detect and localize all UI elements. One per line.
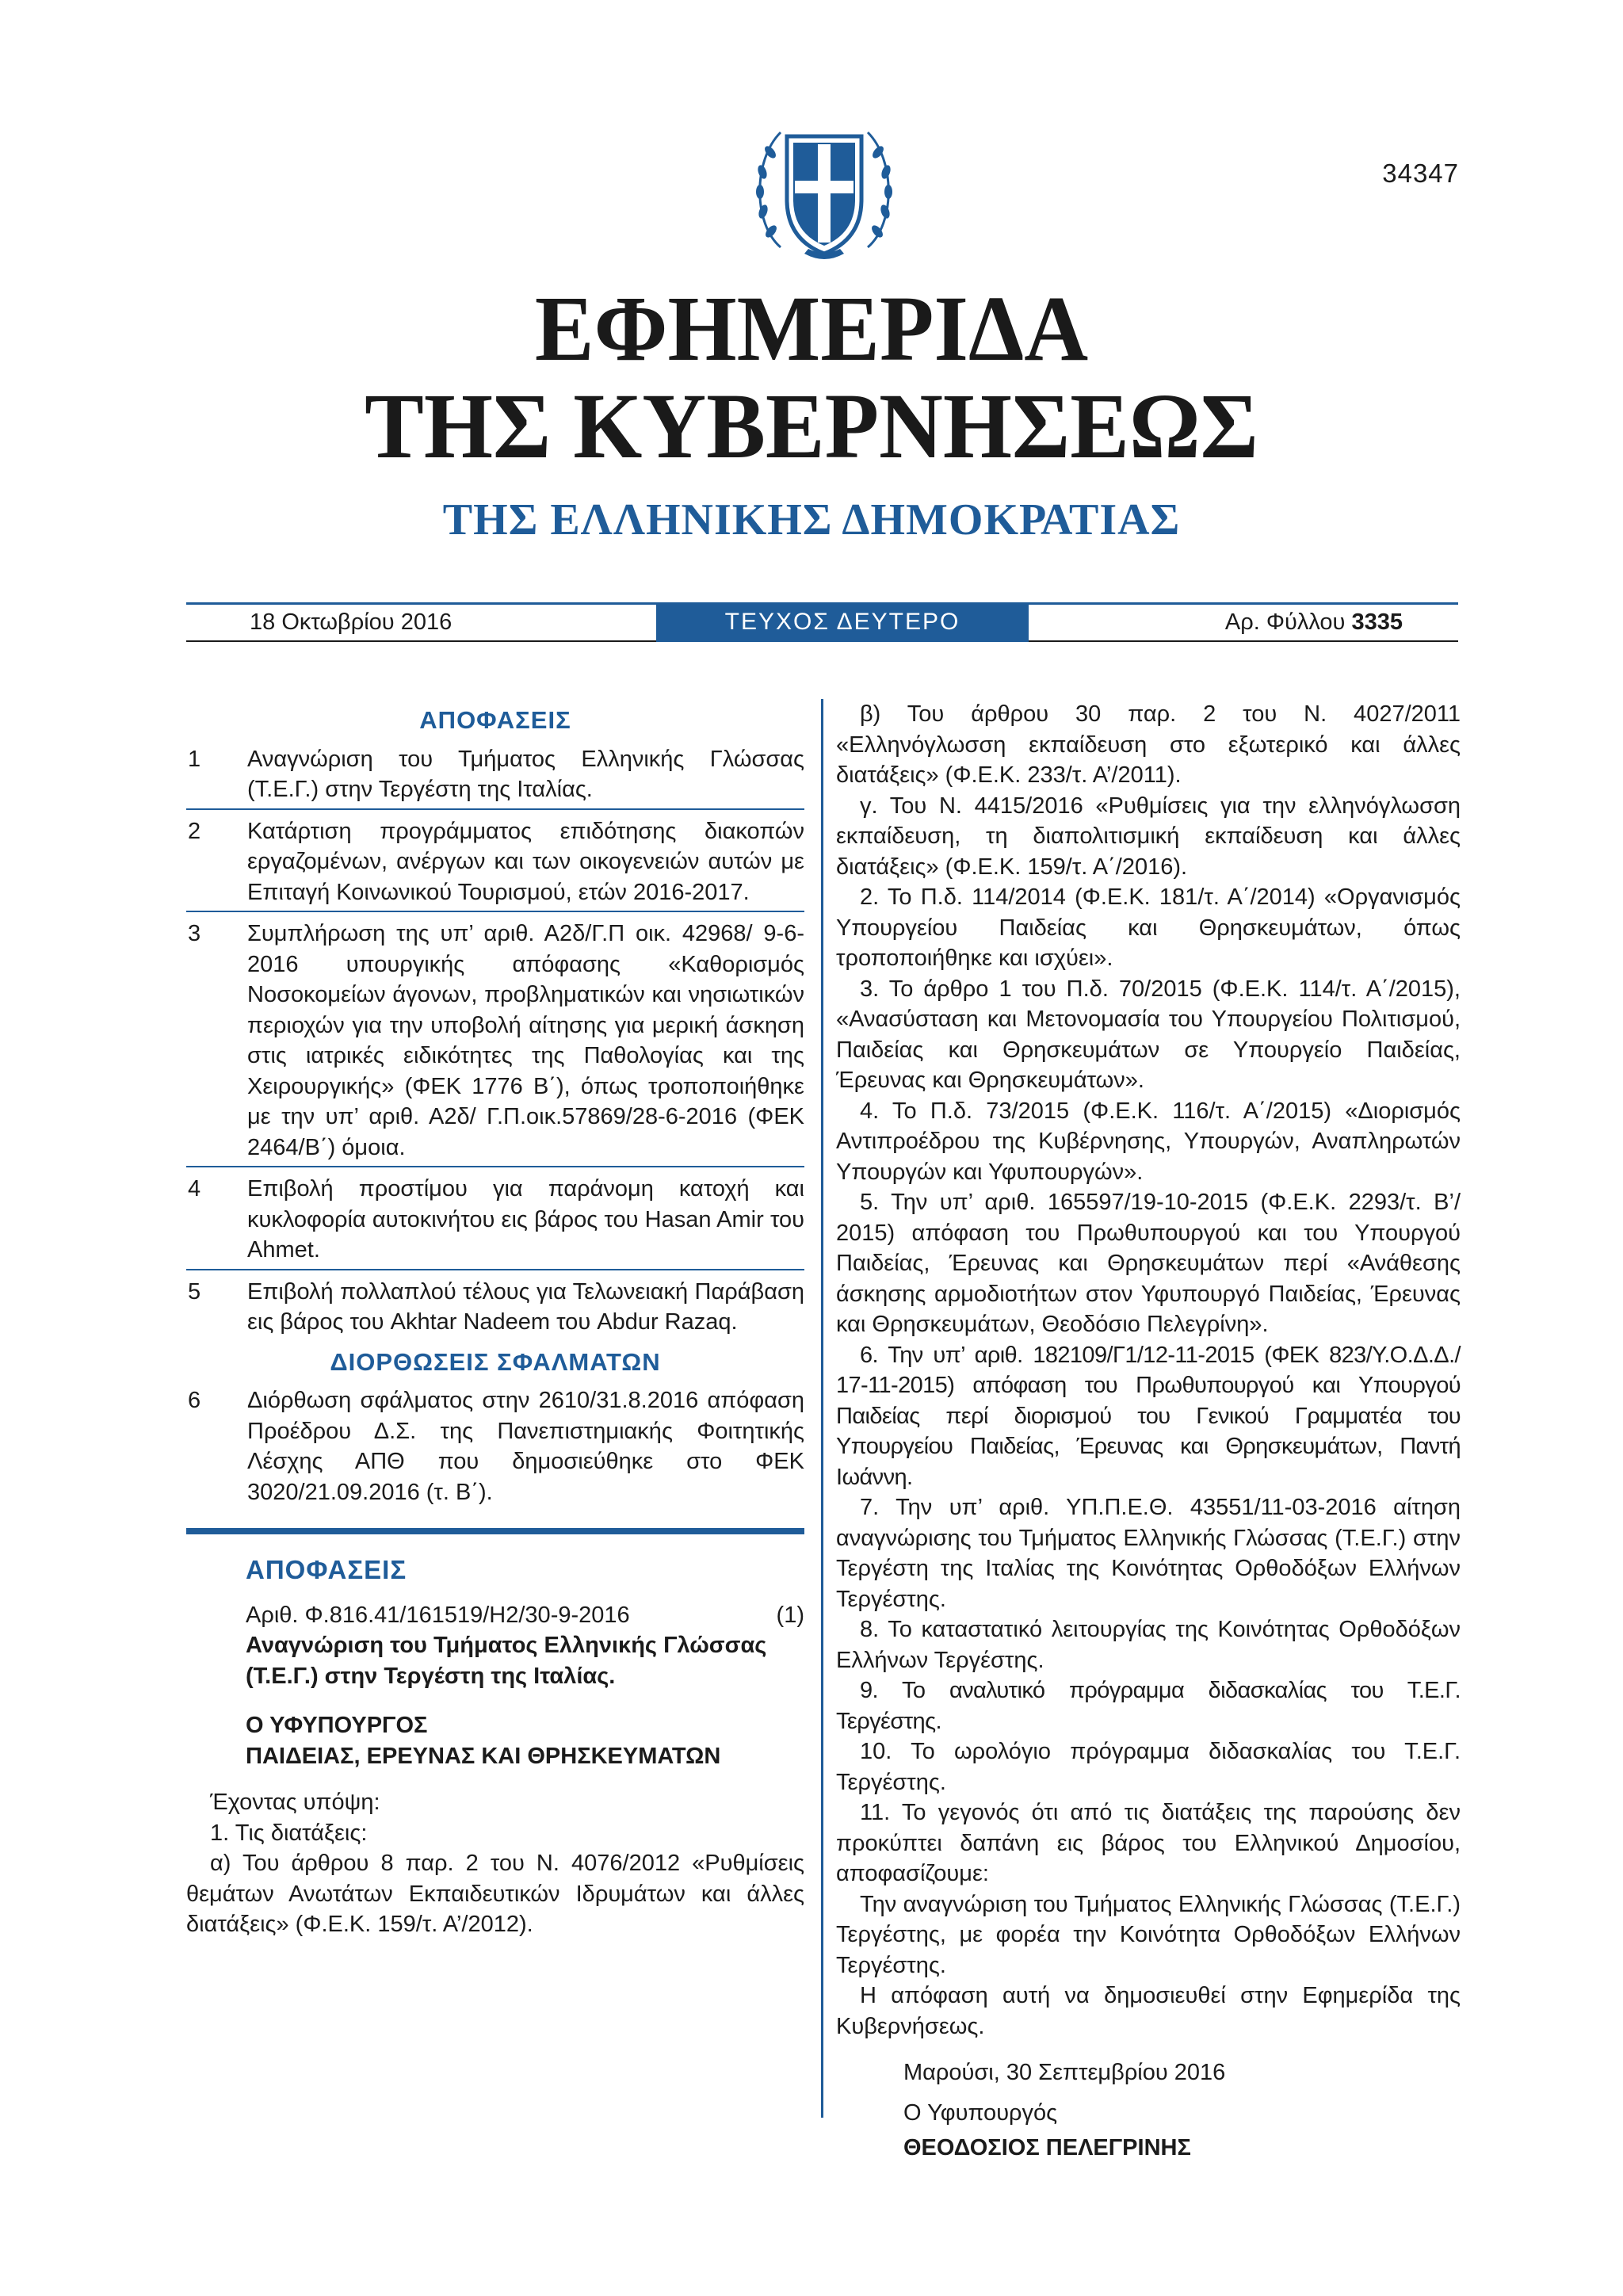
provision-paragraph: 9. Το αναλυτικό πρόγραμμα διδασκαλίας του Τ.Ε.Γ. Τεργέστης.: [836, 1678, 1461, 1734]
toc-item: [186, 743, 804, 810]
toc-item-number: 2: [188, 818, 201, 844]
signature-place-date: Μαρούσι, 30 Σεπτεμβρίου 2016: [903, 2060, 1226, 2085]
toc-item-number: 5: [188, 1278, 201, 1305]
signature-role: Ο Υφυπουργός: [903, 2099, 1058, 2126]
toc-corrections-heading: ΔΙΟΡΘΩΣΕΙΣ ΣΦΑΛΜΑΤΩΝ: [330, 1347, 661, 1376]
toc-item-text: Κατάρτιση προγράμματος επιδότησης διακοπών εργαζομένων, ανέργων και των οικογενειών αυτών με Επιταγή Κοινωνικού Τουρισμού, ετών 2016-2017.: [247, 818, 804, 905]
toc-item-number: 1: [188, 746, 201, 772]
toc-item: [186, 1275, 804, 1341]
coat-of-arms-emblem: [749, 113, 899, 268]
toc-item-text: Διόρθωση σφάλματος στην 2610/31.8.2016 απόφαση Προέδρου Δ.Σ. της Πανεπιστημιακής Φοιτητικής Λέσχης ΑΠΘ που δημοσιεύθηκε στο ΦΕΚ 3020/21.09.2016 (τ. Β΄).: [247, 1388, 804, 1505]
toc-item: [186, 917, 804, 1167]
toc-item-number: 4: [188, 1176, 201, 1201]
toc-item-number: 3: [188, 921, 201, 946]
issuing-authority-ministry: ΠΑΙΔΕΙΑΣ, ΕΡΕΥΝΑΣ ΚΑΙ ΘΡΗΣΚΕΥΜΑΤΩΝ: [246, 1743, 721, 1769]
column-divider: [821, 699, 823, 2118]
provision-paragraph: 3. Το άρθρο 1 του Π.δ. 70/2015 (Φ.Ε.Κ. 114/τ. Α΄/2015), «Ανασύσταση και Μετονομασία του Υπουργείου Πολιτισμού, Παιδείας και Θρησκευμάτων σε Υπουργείο Παιδείας, Έρευνας και Θρησκευμάτων».: [836, 976, 1461, 1093]
provision-paragraph: 4. Το Π.δ. 73/2015 (Φ.Ε.Κ. 116/τ. Α΄/2015) «Διορισμός Αντιπροέδρου της Κυβέρνησης, Υπουργών, Αναπληρωτών Υπουργών και Υφυπουργών».: [836, 1098, 1461, 1185]
toc-item-number: 6: [188, 1388, 201, 1413]
provision-paragraph: α) Του άρθρου 8 παρ. 2 του Ν. 4076/2012 «Ρυθμίσεις θεμάτων Ανωτάτων Εκπαιδευτικών Ιδρυμάτων και άλλες διατάξεις» (Φ.Ε.Κ. 159/τ. Α’/2012).: [186, 1851, 804, 1937]
provision-paragraph: β) Του άρθρου 30 παρ. 2 του Ν. 4027/2011 «Ελληνόγλωσση εκπαίδευση στο εξωτερικό και άλλες διατάξεις» (Φ.Ε.Κ. 233/τ. Α’/2011).: [836, 701, 1461, 788]
provision-paragraph: 11. Το γεγονός ότι από τις διατάξεις της παρούσης δεν προκύπτει δαπάνη εις βάρος του Ελληνικού Δημοσίου, αποφασίζουμε:: [836, 1800, 1461, 1886]
issue-date: 18 Οκτωβρίου 2016: [250, 609, 453, 635]
issue-number: [1225, 609, 1403, 636]
issue-number-label: Αρ. Φύλλου: [1224, 609, 1346, 635]
provision-paragraph: 5. Την υπ’ αριθ. 165597/19-10-2015 (Φ.Ε.Κ. 2293/τ. Β’/ 2015) απόφαση του Πρωθυπουργού και του Υπουργού Παιδείας, Έρευνας και Θρησκευμάτων περί «Ανάθεσης άσκησης αρμοδιοτήτων στον Υφυπουργό Παιδείας, Έρευνας και Θρησκευμάτων, Θεοδόσιο Πελεγρίνη».: [836, 1190, 1461, 1337]
decision-reference-number: Αριθ. Φ.816.41/161519/Η2/30-9-2016: [246, 1602, 630, 1628]
toc-item: [186, 815, 804, 913]
provision-paragraph: 6. Την υπ’ αριθ. 182109/Γ1/12-11-2015 (ΦΕΚ 823/Υ.Ο.Δ.Δ./ 17-11-2015) απόφαση του Πρωθυπουργού και Υπουργού Παιδείας περί διορισμού του Γενικού Γραμματέα του Υπουργείου Παιδείας, Έρευνας και Θρησκευμάτων, Παντή Ιωάννη.: [836, 1342, 1461, 1490]
toc-item-text: Επιβολή προστίμου για παράνομη κατοχή και κυκλοφορία αυτοκινήτου εις βάρος του Hasan Amir του Ahmet.: [247, 1176, 804, 1263]
gazette-subtitle: ΤΗΣ ΕΛΛΗΝΙΚΗΣ ΔΗΜΟΚΡΑΤΙΑΣ: [442, 495, 1181, 544]
decisions-section-heading: ΑΠΟΦΑΣΕΙΣ: [246, 1555, 407, 1584]
considering-line: Έχοντας υπόψη:: [210, 1790, 380, 1815]
issue-series-badge: ΤΕΥΧΟΣ ΔΕΥΤΕΡΟ: [656, 602, 1029, 642]
page-number: 34347: [1382, 159, 1459, 188]
toc-item-text: Συμπλήρωση της υπ’ αριθ. Α2δ/Γ.Π οικ. 42968/ 9-6-2016 υπουργικής απόφασης «Καθορισμός Νοσοκομείων άγονων, προβληματικών και νησιωτικών περιοχών για την υποβολή αίτησης για μερική άσκηση στις ιατρικές ειδικότητες της Παθολογίας και της Χειρουργικής» (ΦΕΚ 1776 Β΄), όπως τροποποιήθηκε με την υπ’ αριθ. Α2δ/ Γ.Π.οικ.57869/28-6-2016 (ΦΕΚ 2464/Β΄) όμοια.: [247, 921, 804, 1160]
provision-paragraph: 8. Το καταστατικό λειτουργίας της Κοινότητας Ορθοδόξων Ελλήνων Τεργέστης.: [836, 1617, 1461, 1673]
decision-text: Την αναγνώριση του Τμήματος Ελληνικής Γλώσσας (Τ.Ε.Γ.) Τεργέστης, με φορέα την Κοινότητα Ορθοδόξων Ελλήνων Τεργέστης.: [836, 1891, 1461, 1978]
signature-name: ΘΕΟΔΟΣΙΟΣ ΠΕΛΕΓΡΙΝΗΣ: [903, 2135, 1191, 2160]
left-column: [186, 699, 804, 1940]
decision-reference-index: (1): [776, 1602, 804, 1628]
gazette-title: ΕΦΗΜΕΡΙΔΑ: [534, 277, 1089, 381]
decision-title: Αναγνώριση του Τμήματος Ελληνικής Γλώσσας (Τ.Ε.Γ.) στην Τεργέστη της Ιταλίας.: [246, 1633, 767, 1689]
toc-item-text: Επιβολή πολλαπλού τέλους για Τελωνειακή Παράβαση εις βάρος του Akhtar Nadeem του Abdur Razaq.: [247, 1278, 804, 1335]
toc-item-text: Αναγνώριση του Τμήματος Ελληνικής Γλώσσας (Τ.Ε.Γ.) στην Τεργέστη της Ιταλίας.: [247, 746, 804, 802]
right-column: [836, 699, 1461, 2164]
publication-order: Η απόφαση αυτή να δημοσιευθεί στην Εφημερίδα της Κυβερνήσεως.: [836, 1983, 1461, 2039]
provision-paragraph: γ. Του Ν. 4415/2016 «Ρυθμίσεις για την ελληνόγλωσση εκπαίδευση, τη διαπολιτισμική εκπαίδευση και άλλες διατάξεις» (Φ.Ε.Κ. 159/τ. Α΄/2016).: [836, 793, 1461, 880]
issuing-authority-title: Ο ΥΦΥΠΟΥΡΓΟΣ: [246, 1713, 428, 1738]
provision-paragraph: 7. Την υπ’ αριθ. ΥΠ.Π.Ε.Θ. 43551/11-03-2016 αίτηση αναγνώρισης του Τμήματος Ελληνικής Γλώσσας (Τ.Ε.Γ.) στην Τεργέστη της Ιταλίας της Κοινότητας Ορθοδόξων Ελλήνων Τεργέστης.: [836, 1495, 1461, 1612]
toc-decisions-heading: ΑΠΟΦΑΣΕΙΣ: [419, 706, 571, 734]
provision-paragraph: 2. Το Π.δ. 114/2014 (Φ.Ε.Κ. 181/τ. Α΄/2014) «Οργανισμός Υπουργείου Παιδείας και Θρησκευμάτων, όπως τροποποιήθηκε και ισχύει».: [836, 884, 1461, 971]
issue-number-value: 3335: [1351, 609, 1403, 635]
decision-reference: [246, 1600, 804, 1631]
issuing-authority: [246, 1710, 804, 1771]
gazette-title-second-line: ΤΗΣ ΚΥΒΕΡΝΗΣΕΩΣ: [365, 374, 1258, 479]
provision-paragraph: 10. Το ωρολόγιο πρόγραμμα διδασκαλίας του Τ.Ε.Γ. Τεργέστης.: [836, 1739, 1461, 1795]
toc-item: [186, 1384, 804, 1511]
toc-end-rule: [186, 1528, 804, 1534]
provisions-intro: 1. Τις διατάξεις:: [210, 1820, 368, 1846]
issue-bar: [186, 602, 1458, 642]
toc-item: [186, 1172, 804, 1270]
